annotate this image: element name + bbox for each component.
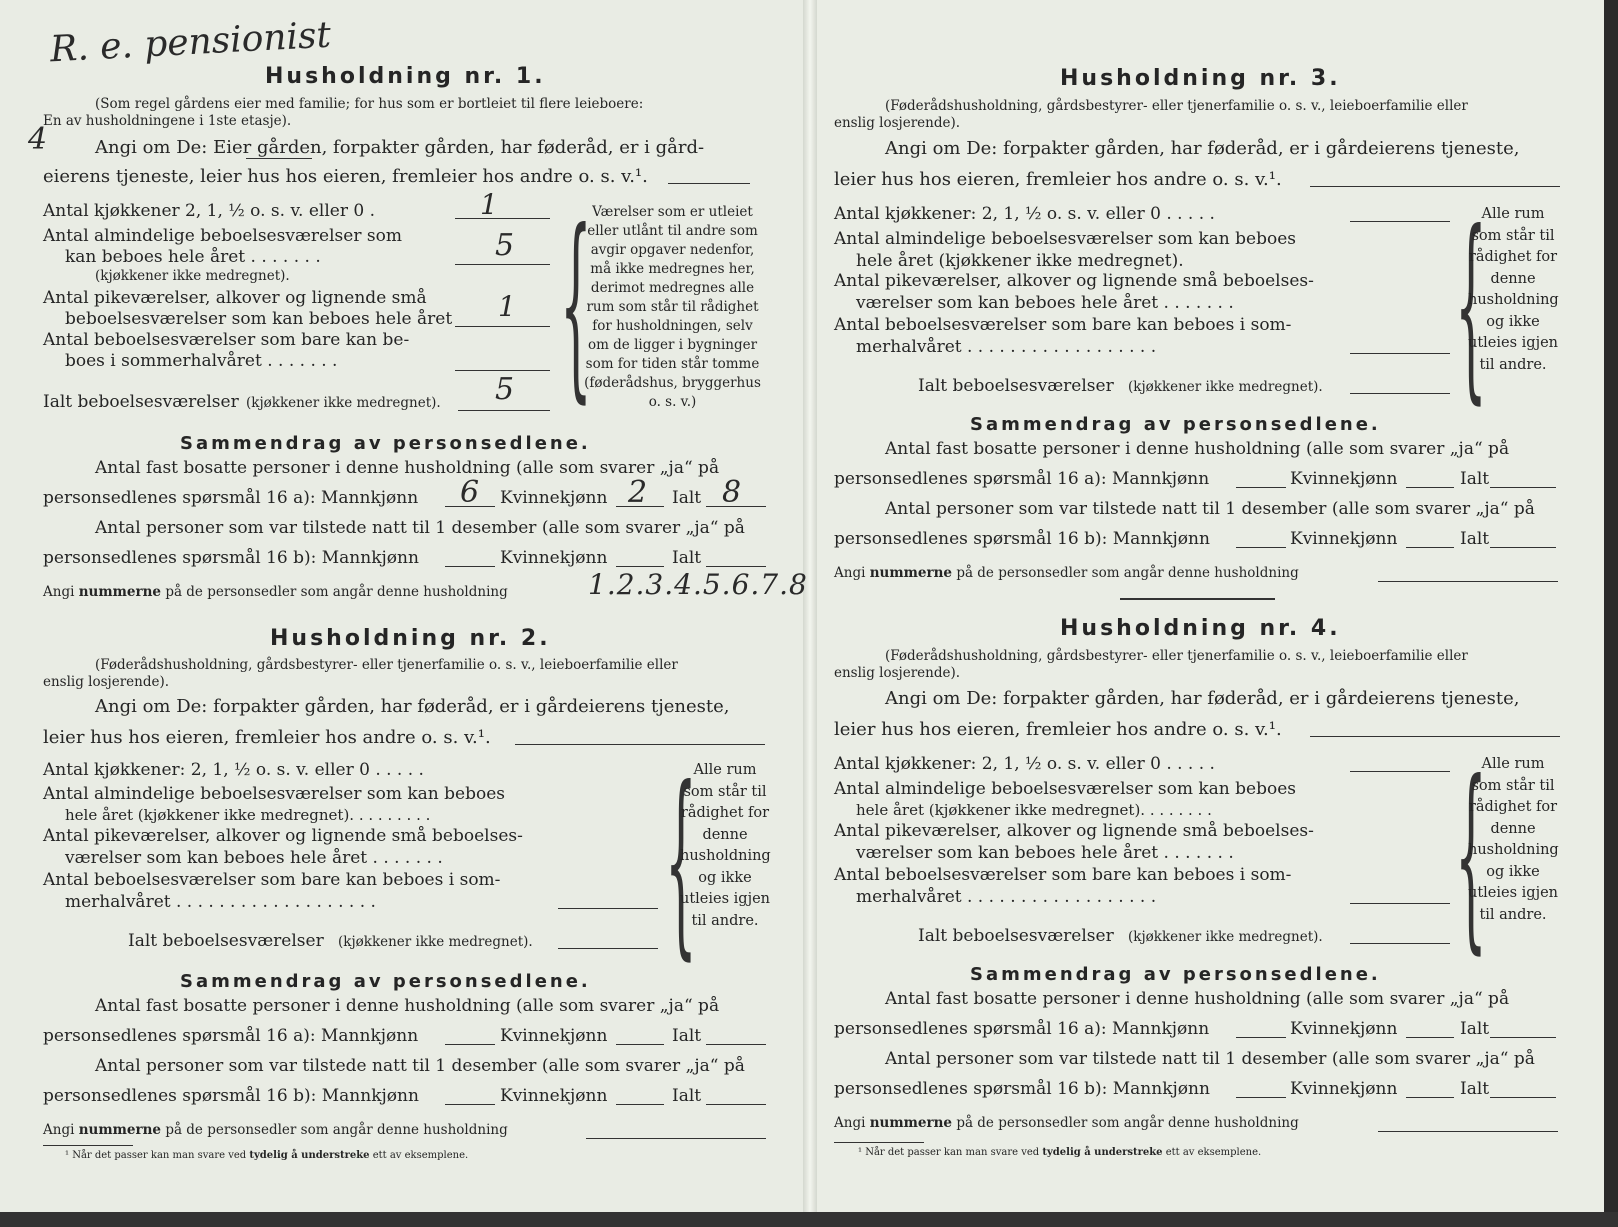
household-3-question-1: Angi om De: forpakter gården, har føderåd, er i gårdeierens tjeneste, <box>885 138 1520 159</box>
h4-women-present-field[interactable] <box>1406 1097 1454 1098</box>
h4-row-summer-a: Antal beboelsesværelser som bare kan beboes i som- <box>834 865 1292 885</box>
h4-row-summer-b: merhalvåret . . . . . . . . . . . . . . . . . . <box>856 887 1157 907</box>
h4-summary-line-4c: Ialt <box>1460 1079 1490 1099</box>
h3-row-kitchens: Antal kjøkkener: 2, 1, ½ o. s. v. eller 0 . . . . . <box>834 204 1215 224</box>
h4-row-kitchens: Antal kjøkkener: 2, 1, ½ o. s. v. eller 0 . . . . . <box>834 754 1215 774</box>
h3-summary-line-3: Antal personer som var tilstede natt til 1 desember (alle som svarer „ja“ på <box>885 499 1535 519</box>
scan-bottom-edge <box>0 1212 1618 1227</box>
h4-row-rooms-b: hele året (kjøkkener ikke medregnet). . . . . . . . <box>856 801 1212 819</box>
h4-kitchens-field[interactable] <box>1350 771 1450 772</box>
h1-row-rooms-b: kan beboes hele året . . . . . . . <box>65 247 321 267</box>
h3-total-field[interactable] <box>1350 393 1450 394</box>
h4-total-field[interactable] <box>1350 943 1450 944</box>
h3-women-field[interactable] <box>1406 487 1454 488</box>
household-2-title: Husholdning nr. 2. <box>270 626 551 651</box>
household-3-question-2: leier hus hos eieren, fremleier hos andre o. s. v.¹. <box>834 169 1282 190</box>
household-4-subtitle-2: enslig losjerende). <box>834 665 961 681</box>
h2-men-field[interactable] <box>445 1044 495 1045</box>
h2-women-field[interactable] <box>616 1044 664 1045</box>
brace: { <box>665 745 697 978</box>
h4-numbers-angi: Angi <box>834 1115 866 1131</box>
h4-present-total-field[interactable] <box>1490 1097 1556 1098</box>
h3-women-present-field[interactable] <box>1406 547 1454 548</box>
footnote-rule <box>43 1145 133 1146</box>
h4-numbers-rest: på de personsedler som angår denne husholdning <box>956 1115 1299 1131</box>
brace: { <box>1455 189 1487 422</box>
household-3-subtitle-2: enslig losjerende). <box>834 115 961 131</box>
h1-rooms-value: 5 <box>495 228 515 263</box>
h4-summary-line-2c: Ialt <box>1460 1019 1490 1039</box>
h3-numbers-bold: nummerne <box>869 565 953 581</box>
h4-rooms-note: Alle rum som står til rådighet for denne husholdning og ikke utleies igjen til andre. <box>1468 756 1559 923</box>
h3-numbers-angi: Angi <box>834 565 866 581</box>
h1-summary-line-2c: Ialt <box>672 488 702 508</box>
page-fold <box>803 0 817 1227</box>
h2-row-total-b: (kjøkkener ikke medregnet). <box>338 934 533 950</box>
brace: { <box>1455 739 1487 972</box>
handwritten-margin-mark: 4 <box>28 122 48 157</box>
h2-summary-line-4c: Ialt <box>672 1086 702 1106</box>
household-2-subtitle-2: enslig losjerende). <box>43 674 170 690</box>
h3-numbers-label <box>834 565 1299 581</box>
left-footnote-bold: tydelig å understreke <box>249 1150 370 1161</box>
h1-row-rooms-a: Antal almindelige beboelsesværelser som <box>43 226 402 246</box>
h2-numbers-angi: Angi <box>43 1122 75 1138</box>
h4-summary-line-2b: Kvinnekjønn <box>1290 1019 1398 1039</box>
h1-small-rooms-value: 1 <box>498 290 516 323</box>
right-footnote <box>858 1147 1261 1158</box>
h3-row-small-rooms-a: Antal pikeværelser, alkover og lignende små beboelses- <box>834 271 1314 291</box>
h4-summary-line-4a: personsedlenes spørsmål 16 b): Mannkjønn <box>834 1079 1210 1099</box>
h4-row-small-rooms-b: værelser som kan beboes hele året . . . . . . . <box>856 843 1234 863</box>
answer-line-h2[interactable] <box>515 744 765 745</box>
h1-total-persons-value: 8 <box>722 475 742 510</box>
household-2-question-2: leier hus hos eieren, fremleier hos andre o. s. v.¹. <box>43 727 491 748</box>
h1-small-rooms-field[interactable] <box>455 326 550 327</box>
h2-row-kitchens: Antal kjøkkener: 2, 1, ½ o. s. v. eller 0 . . . . . <box>43 760 424 780</box>
h3-total-persons-field[interactable] <box>1490 487 1556 488</box>
h4-men-field[interactable] <box>1236 1037 1286 1038</box>
h3-row-total-b: (kjøkkener ikke medregnet). <box>1128 379 1323 395</box>
h2-summary-line-2c: Ialt <box>672 1026 702 1046</box>
h2-numbers-bold: nummerne <box>78 1122 162 1138</box>
h2-numbers-label <box>43 1122 508 1138</box>
h1-row-rooms-c: (kjøkkener ikke medregnet). <box>95 268 290 284</box>
answer-line-h1[interactable] <box>668 183 750 184</box>
section-divider <box>1120 598 1275 600</box>
household-1-question-2: eierens tjeneste, leier hus hos eieren, fremleier hos andre o. s. v.¹. <box>43 166 648 187</box>
left-footnote-c: ett av eksemplene. <box>372 1150 469 1161</box>
h3-row-rooms-a: Antal almindelige beboelsesværelser som kan beboes <box>834 229 1296 249</box>
h1-summer-field[interactable] <box>455 370 550 371</box>
h2-summary-line-4a: personsedlenes spørsmål 16 b): Mannkjønn <box>43 1086 419 1106</box>
h4-summary-line-3: Antal personer som var tilstede natt til 1 desember (alle som svarer „ja“ på <box>885 1049 1535 1069</box>
h2-rooms-note: Alle rum som står til rådighet for denne husholdning og ikke utleies igjen til andre. <box>680 762 771 929</box>
h2-summary-line-4b: Kvinnekjønn <box>500 1086 608 1106</box>
left-footnote <box>65 1150 468 1161</box>
h4-women-field[interactable] <box>1406 1037 1454 1038</box>
h1-women-value: 2 <box>628 475 648 510</box>
h1-summary-line-2b: Kvinnekjønn <box>500 488 608 508</box>
h1-summary-line-4c: Ialt <box>672 548 702 568</box>
h1-numbers-rest: på de personsedler som angår denne husholdning <box>165 584 508 600</box>
h1-row-summer-b: boes i sommerhalvåret . . . . . . . <box>65 351 338 371</box>
h1-men-value: 6 <box>460 475 480 510</box>
h4-summary-line-1: Antal fast bosatte personer i denne husholdning (alle som svarer „ja“ på <box>885 989 1510 1009</box>
h3-row-total-a: Ialt beboelsesværelser <box>918 376 1114 396</box>
answer-line-h3[interactable] <box>1310 186 1560 187</box>
household-1-question-1: Angi om De: Eier gården, forpakter gården, har føderåd, er i gård- <box>95 137 705 158</box>
h3-summer-field[interactable] <box>1350 353 1450 354</box>
handwritten-header-note: R. e. pensionist <box>49 14 332 71</box>
h1-present-total-field[interactable] <box>706 566 766 567</box>
household-3-subtitle-1: (Føderådshusholdning, gårdsbestyrer- eller tjenerfamilie o. s. v., leieboerfamilie eller <box>885 98 1468 114</box>
h1-numbers-bold: nummerne <box>78 584 162 600</box>
brace: { <box>560 188 592 421</box>
h4-row-total-a: Ialt beboelsesværelser <box>918 926 1114 946</box>
h3-row-summer-a: Antal beboelsesværelser som bare kan beboes i som- <box>834 315 1292 335</box>
h2-summary-line-1: Antal fast bosatte personer i denne husholdning (alle som svarer „ja“ på <box>95 996 720 1016</box>
h3-row-small-rooms-b: værelser som kan beboes hele året . . . . . . . <box>856 293 1234 313</box>
h1-row-total-b: (kjøkkener ikke medregnet). <box>246 395 441 411</box>
h1-numbers-label <box>43 584 508 600</box>
h1-row-kitchens: Antal kjøkkener 2, 1, ½ o. s. v. eller 0 . <box>43 201 375 221</box>
h3-men-field[interactable] <box>1236 487 1286 488</box>
h4-summary-title: Sammendrag av personsedlene. <box>970 964 1381 985</box>
h2-present-total-field[interactable] <box>706 1104 766 1105</box>
h2-row-small-rooms-b: værelser som kan beboes hele året . . . . . . . <box>65 848 443 868</box>
h2-row-rooms-a: Antal almindelige beboelsesværelser som kan beboes <box>43 784 505 804</box>
h3-numbers-field[interactable] <box>1378 581 1558 582</box>
h4-numbers-field[interactable] <box>1378 1131 1558 1132</box>
h1-summary-line-3: Antal personer som var tilstede natt til 1 desember (alle som svarer „ja“ på <box>95 518 745 538</box>
h4-total-persons-field[interactable] <box>1490 1037 1556 1038</box>
household-1-subtitle-2: En av husholdningene i 1ste etasje). <box>43 113 292 129</box>
h3-summary-line-2b: Kvinnekjønn <box>1290 469 1398 489</box>
h1-row-small-rooms-a: Antal pikeværelser, alkover og lignende små <box>43 288 427 308</box>
h1-kitchens-value: 1 <box>480 188 498 221</box>
answer-line-h4[interactable] <box>1310 736 1560 737</box>
household-1-title: Husholdning nr. 1. <box>265 64 546 89</box>
household-4-question-2: leier hus hos eieren, fremleier hos andre o. s. v.¹. <box>834 719 1282 740</box>
h4-summary-line-4b: Kvinnekjønn <box>1290 1079 1398 1099</box>
household-2-question-1: Angi om De: forpakter gården, har føderåd, er i gårdeierens tjeneste, <box>95 696 730 717</box>
h3-summary-line-2a: personsedlenes spørsmål 16 a): Mannkjønn <box>834 469 1210 489</box>
h4-row-rooms-a: Antal almindelige beboelsesværelser som kan beboes <box>834 779 1296 799</box>
h2-summary-line-3: Antal personer som var tilstede natt til 1 desember (alle som svarer „ja“ på <box>95 1056 745 1076</box>
h2-summary-line-2a: personsedlenes spørsmål 16 a): Mannkjønn <box>43 1026 419 1046</box>
h2-total-persons-field[interactable] <box>706 1044 766 1045</box>
h1-summary-line-1: Antal fast bosatte personer i denne husholdning (alle som svarer „ja“ på <box>95 458 720 478</box>
h1-total-field[interactable] <box>458 410 550 411</box>
h2-summary-title: Sammendrag av personsedlene. <box>180 971 591 992</box>
h4-row-small-rooms-a: Antal pikeværelser, alkover og lignende små beboelses- <box>834 821 1314 841</box>
h3-summary-title: Sammendrag av personsedlene. <box>970 414 1381 435</box>
h2-summer-field[interactable] <box>558 908 658 909</box>
h2-row-small-rooms-a: Antal pikeværelser, alkover og lignende små beboelses- <box>43 826 523 846</box>
left-footnote-a: ¹ Når det passer kan man svare ved <box>65 1150 247 1161</box>
household-4-title: Husholdning nr. 4. <box>1060 616 1341 641</box>
h2-men-present-field[interactable] <box>445 1104 495 1105</box>
household-2-subtitle-1: (Føderådshusholdning, gårdsbestyrer- eller tjenerfamilie o. s. v., leieboerfamilie eller <box>95 657 678 673</box>
h1-men-present-field[interactable] <box>445 566 495 567</box>
household-1-subtitle-1: (Som regel gårdens eier med familie; for hus som er bortleiet til flere leieboere: <box>95 96 644 112</box>
right-footnote-c: ett av eksemplene. <box>1165 1147 1262 1158</box>
right-footnote-bold: tydelig å understreke <box>1042 1147 1163 1158</box>
h3-summary-line-1: Antal fast bosatte personer i denne husholdning (alle som svarer „ja“ på <box>885 439 1510 459</box>
h1-women-present-field[interactable] <box>616 566 664 567</box>
h1-row-total-a: Ialt beboelsesværelser <box>43 392 239 412</box>
h1-numbers-value: 1.2.3.4.5.6.7.8 <box>588 568 808 601</box>
h1-total-value: 5 <box>495 372 515 407</box>
footnote-rule <box>834 1142 924 1143</box>
scan-edge <box>1604 0 1618 1227</box>
h3-numbers-rest: på de personsedler som angår denne husholdning <box>956 565 1299 581</box>
h1-numbers-angi: Angi <box>43 584 75 600</box>
h3-summary-line-4c: Ialt <box>1460 529 1490 549</box>
h1-rooms-field[interactable] <box>455 264 550 265</box>
h1-summary-title: Sammendrag av personsedlene. <box>180 433 591 454</box>
h1-kitchens-field[interactable] <box>455 218 550 219</box>
h4-numbers-label <box>834 1115 1299 1131</box>
h4-numbers-bold: nummerne <box>869 1115 953 1131</box>
h2-row-total-a: Ialt beboelsesværelser <box>128 931 324 951</box>
h3-summary-line-4a: personsedlenes spørsmål 16 b): Mannkjønn <box>834 529 1210 549</box>
household-4-question-1: Angi om De: forpakter gården, har føderåd, er i gårdeierens tjeneste, <box>885 688 1520 709</box>
household-4-subtitle-1: (Føderådshusholdning, gårdsbestyrer- eller tjenerfamilie o. s. v., leieboerfamilie eller <box>885 648 1468 664</box>
h2-row-summer-a: Antal beboelsesværelser som bare kan beboes i som- <box>43 870 501 890</box>
h2-row-rooms-b: hele året (kjøkkener ikke medregnet). . . . . . . . . <box>65 806 431 824</box>
h3-kitchens-field[interactable] <box>1350 221 1450 222</box>
h1-row-small-rooms-b: beboelsesværelser som kan beboes hele året <box>65 309 453 329</box>
underline-eier <box>246 158 312 159</box>
h2-row-summer-b: merhalvåret . . . . . . . . . . . . . . . . . . . <box>65 892 376 912</box>
h2-women-present-field[interactable] <box>616 1104 664 1105</box>
household-3-title: Husholdning nr. 3. <box>1060 66 1341 91</box>
h4-row-total-b: (kjøkkener ikke medregnet). <box>1128 929 1323 945</box>
h3-present-total-field[interactable] <box>1490 547 1556 548</box>
h2-numbers-rest: på de personsedler som angår denne husholdning <box>165 1122 508 1138</box>
h1-summary-line-4b: Kvinnekjønn <box>500 548 608 568</box>
h4-summary-line-2a: personsedlenes spørsmål 16 a): Mannkjønn <box>834 1019 1210 1039</box>
h2-total-field[interactable] <box>558 948 658 949</box>
h2-summary-line-2b: Kvinnekjønn <box>500 1026 608 1046</box>
h1-rooms-note: Værelser som er utleiet eller utlånt til andre som avgir opgaver nedenfor, må ikke medregnes her, derimot medregnes alle rum som står til rådighet for husholdningen, selv om de ligger i bygninger som for tiden står tomme (føderådshus, bryggerhus o. s. v.) <box>584 204 761 410</box>
h3-men-present-field[interactable] <box>1236 547 1286 548</box>
h1-row-summer-a: Antal beboelsesværelser som bare kan be- <box>43 330 410 350</box>
h1-summary-line-4a: personsedlenes spørsmål 16 b): Mannkjønn <box>43 548 419 568</box>
h3-row-summer-b: merhalvåret . . . . . . . . . . . . . . . . . . <box>856 337 1157 357</box>
h3-summary-line-4b: Kvinnekjønn <box>1290 529 1398 549</box>
h3-row-rooms-b: hele året (kjøkkener ikke medregnet). <box>856 251 1184 271</box>
h1-summary-line-2a: personsedlenes spørsmål 16 a): Mannkjønn <box>43 488 419 508</box>
h3-summary-line-2c: Ialt <box>1460 469 1490 489</box>
h3-rooms-note: Alle rum som står til rådighet for denne husholdning og ikke utleies igjen til andre. <box>1468 206 1559 373</box>
h4-summer-field[interactable] <box>1350 903 1450 904</box>
h4-men-present-field[interactable] <box>1236 1097 1286 1098</box>
right-footnote-a: ¹ Når det passer kan man svare ved <box>858 1147 1040 1158</box>
h2-numbers-field[interactable] <box>586 1138 766 1139</box>
